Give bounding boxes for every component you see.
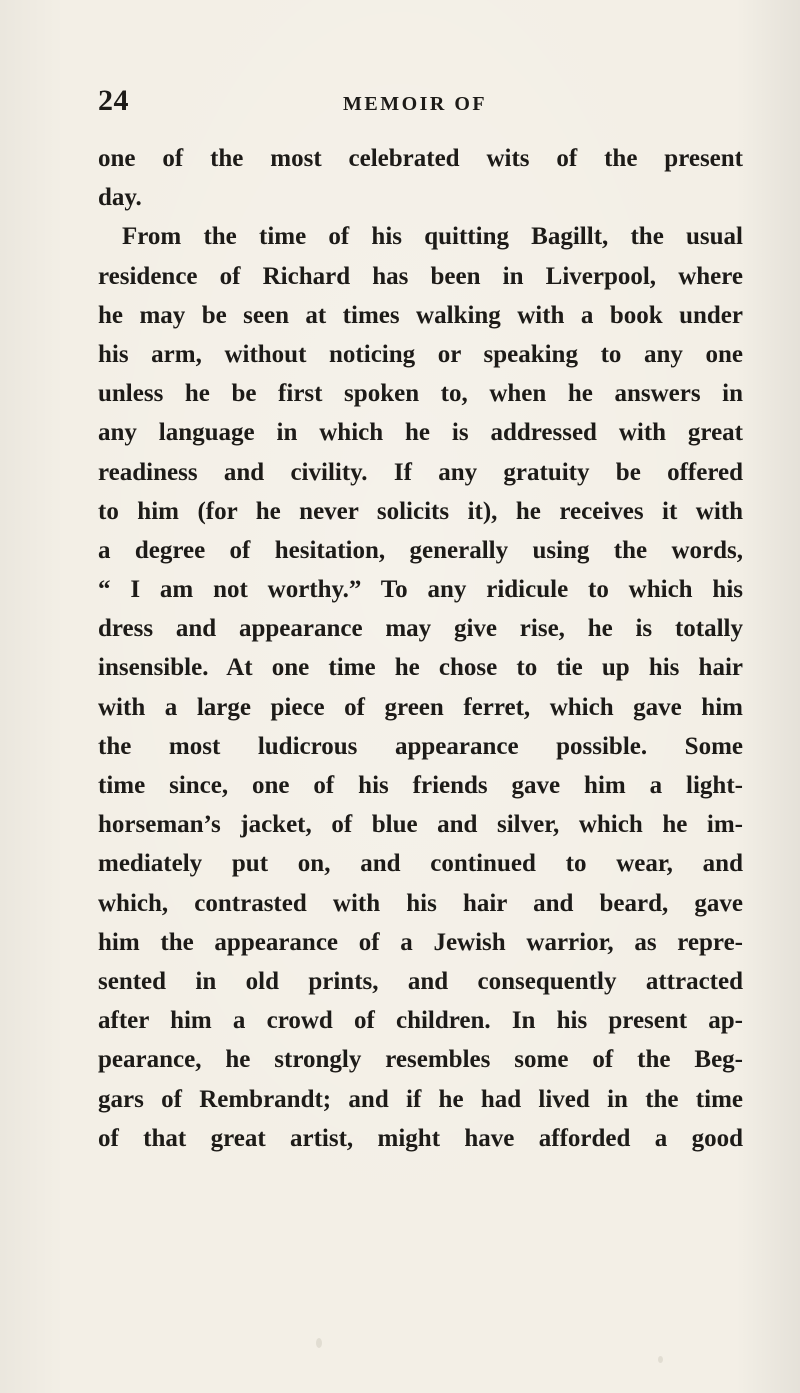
text-line: insensible. At one time he chose to tie up his hair (98, 654, 743, 682)
text-line: pearance, he strongly resembles some of the Beg- (98, 1046, 743, 1074)
text-line: dress and appearance may give rise, he is totally (98, 615, 743, 643)
body-text (98, 139, 743, 1158)
text-line: sented in old prints, and consequently attracted (98, 967, 743, 995)
text-line: one of the most celebrated wits of the present (98, 145, 743, 172)
text-line: day. (98, 184, 142, 212)
text-line: of that great artist, might have afforded a good (98, 1124, 743, 1152)
text-line: he may be seen at times walking with a book under (98, 301, 743, 329)
text-line: unless he be first spoken to, when he answers in (98, 380, 743, 408)
text-line: any language in which he is addressed with great (98, 419, 743, 447)
page-number: 24 (98, 84, 129, 117)
paper-blemish (658, 1356, 663, 1363)
paragraph-first-line: From the time of his quitting Bagillt, the usual (122, 223, 743, 251)
text-line: “ I am not worthy.” To any ridicule to which his (98, 576, 743, 604)
text-line: the most ludicrous appearance possible. Some (98, 732, 743, 760)
text-line: residence of Richard has been in Liverpool, where (98, 262, 743, 290)
text-line: time since, one of his friends gave him a light- (98, 772, 743, 799)
text-line: his arm, without noticing or speaking to any one (98, 340, 743, 368)
text-line: with a large piece of green ferret, which gave him (98, 693, 743, 721)
text-line: mediately put on, and continued to wear, and (98, 850, 743, 878)
text-line: gars of Rembrandt; and if he had lived in the time (98, 1085, 743, 1113)
text-line: a degree of hesitation, generally using the words, (98, 536, 743, 564)
text-line: him the appearance of a Jewish warrior, as repre- (98, 928, 743, 956)
text-line: horseman’s jacket, of blue and silver, which he im- (98, 811, 743, 839)
text-line: readiness and civility. If any gratuity be offered (98, 458, 743, 486)
running-title: MEMOIR OF (343, 93, 488, 115)
text-line: after him a crowd of children. In his present ap- (98, 1007, 743, 1035)
page-header (98, 84, 738, 124)
paper-blemish (316, 1338, 322, 1348)
text-line: which, contrasted with his hair and beard, gave (98, 889, 743, 917)
text-line: to him (for he never solicits it), he receives it with (98, 497, 743, 525)
